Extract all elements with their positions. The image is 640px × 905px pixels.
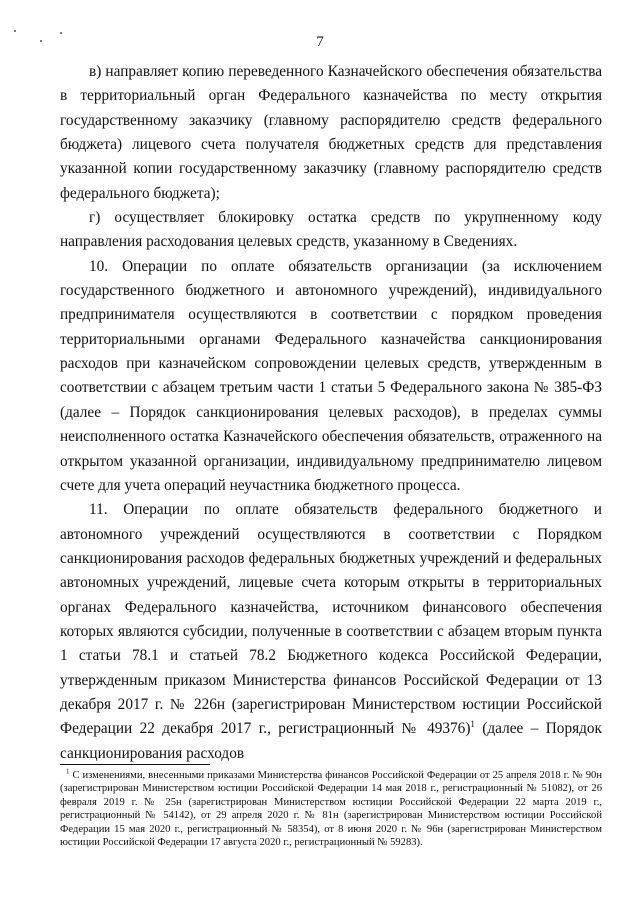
paragraph-g: г) осуществляет блокировку остатка средств по укрупненному коду направления расходования целевых средств, указанному в Сведениях. <box>60 209 602 251</box>
paragraph-10: 10. Операции по оплате обязательств организации (за исключением государственного бюджетного и автономного учреждений), индивидуального предпринимателя осуществляются в соответствии с порядком проведения территориальными органами Федерального казначейства санкционирования расходов при казначейском сопровождении целевых средств, утвержденным в соответствии с абзацем третьим части 1 статьи 5 Федерального закона № 385-ФЗ (далее – Порядок санкционирования целевых расходов), в пределах суммы неисполненного остатка Казначейского обеспечения обязательств, отраженного на открытом указанной организации, индивидуальному предпринимателю лицевом счете для учета операций неучастника бюджетного процесса. <box>60 257 602 494</box>
paragraph-v: в) направляет копию переведенного Казначейского обеспечения обязательства в территориальный орган Федерального казначейства по месту открытия государственному заказчику (главному распорядителю средств федерального бюджета) лицевого счета получателя бюджетных средств для представления указанной копии государственному заказчику (главному распорядителю средств федерального бюджета); <box>60 63 602 202</box>
footnote-reference: 1 <box>470 719 475 730</box>
footnote-text: С изменениями, внесенными приказами Министерства финансов Российской Федерации от 25 апреля 2018 г. № 90н (зарегистрирован Министерством юстиции Российской Федерации 14 мая 2018 г., регистрационный № 51082), от 26 февраля 2019 г. № 25н (зарегистрирован Министерством юстиции Российской Федерации 22 марта 2019 г., регистрационный № 54142), от 29 апреля 2020 г. № 81н (зарегистрирован Министерством юстиции Российской Федерации 15 мая 2020 г., регистрационный № 58354), от 8 июня 2020 г. № 96н (зарегистрирован Министерством юстиции Российской Федерации 17 августа 2020 г., регистрационный № 59283). <box>60 770 602 849</box>
footnote-marker: 1 <box>66 767 70 776</box>
footnote-text-block <box>60 769 602 849</box>
footnote-divider <box>60 764 210 765</box>
page-number: 7 <box>316 34 324 50</box>
paragraph-11-text: 11. Операции по оплате обязательств федерального бюджетного и автономного учреждений осуществляются в соответствии с Порядком санкционирования расходов федеральных бюджетных учреждений и федеральных автономных учреждений, лицевые счета которым открыты в территориальных органах Федерального казначейства, источником финансового обеспечения которых являются субсидии, полученные в соответствии с абзацем вторым пункта 1 статьи 78.1 и статьей 78.2 Бюджетного кодекса Российской Федерации, утвержденным приказом Министерства финансов Российской Федерации от 13 декабря 2017 г. № 226н (зарегистрирован Министерством юстиции Российской Федерации 22 декабря 2017 г., регистрационный № 49376) <box>60 501 602 738</box>
paragraph-11-continuation: (далее – Порядок санкционирования расходов <box>60 720 602 762</box>
footnote <box>60 769 602 849</box>
paragraph-11 <box>60 498 602 766</box>
document-body <box>60 60 602 766</box>
scan-speck <box>14 30 16 32</box>
